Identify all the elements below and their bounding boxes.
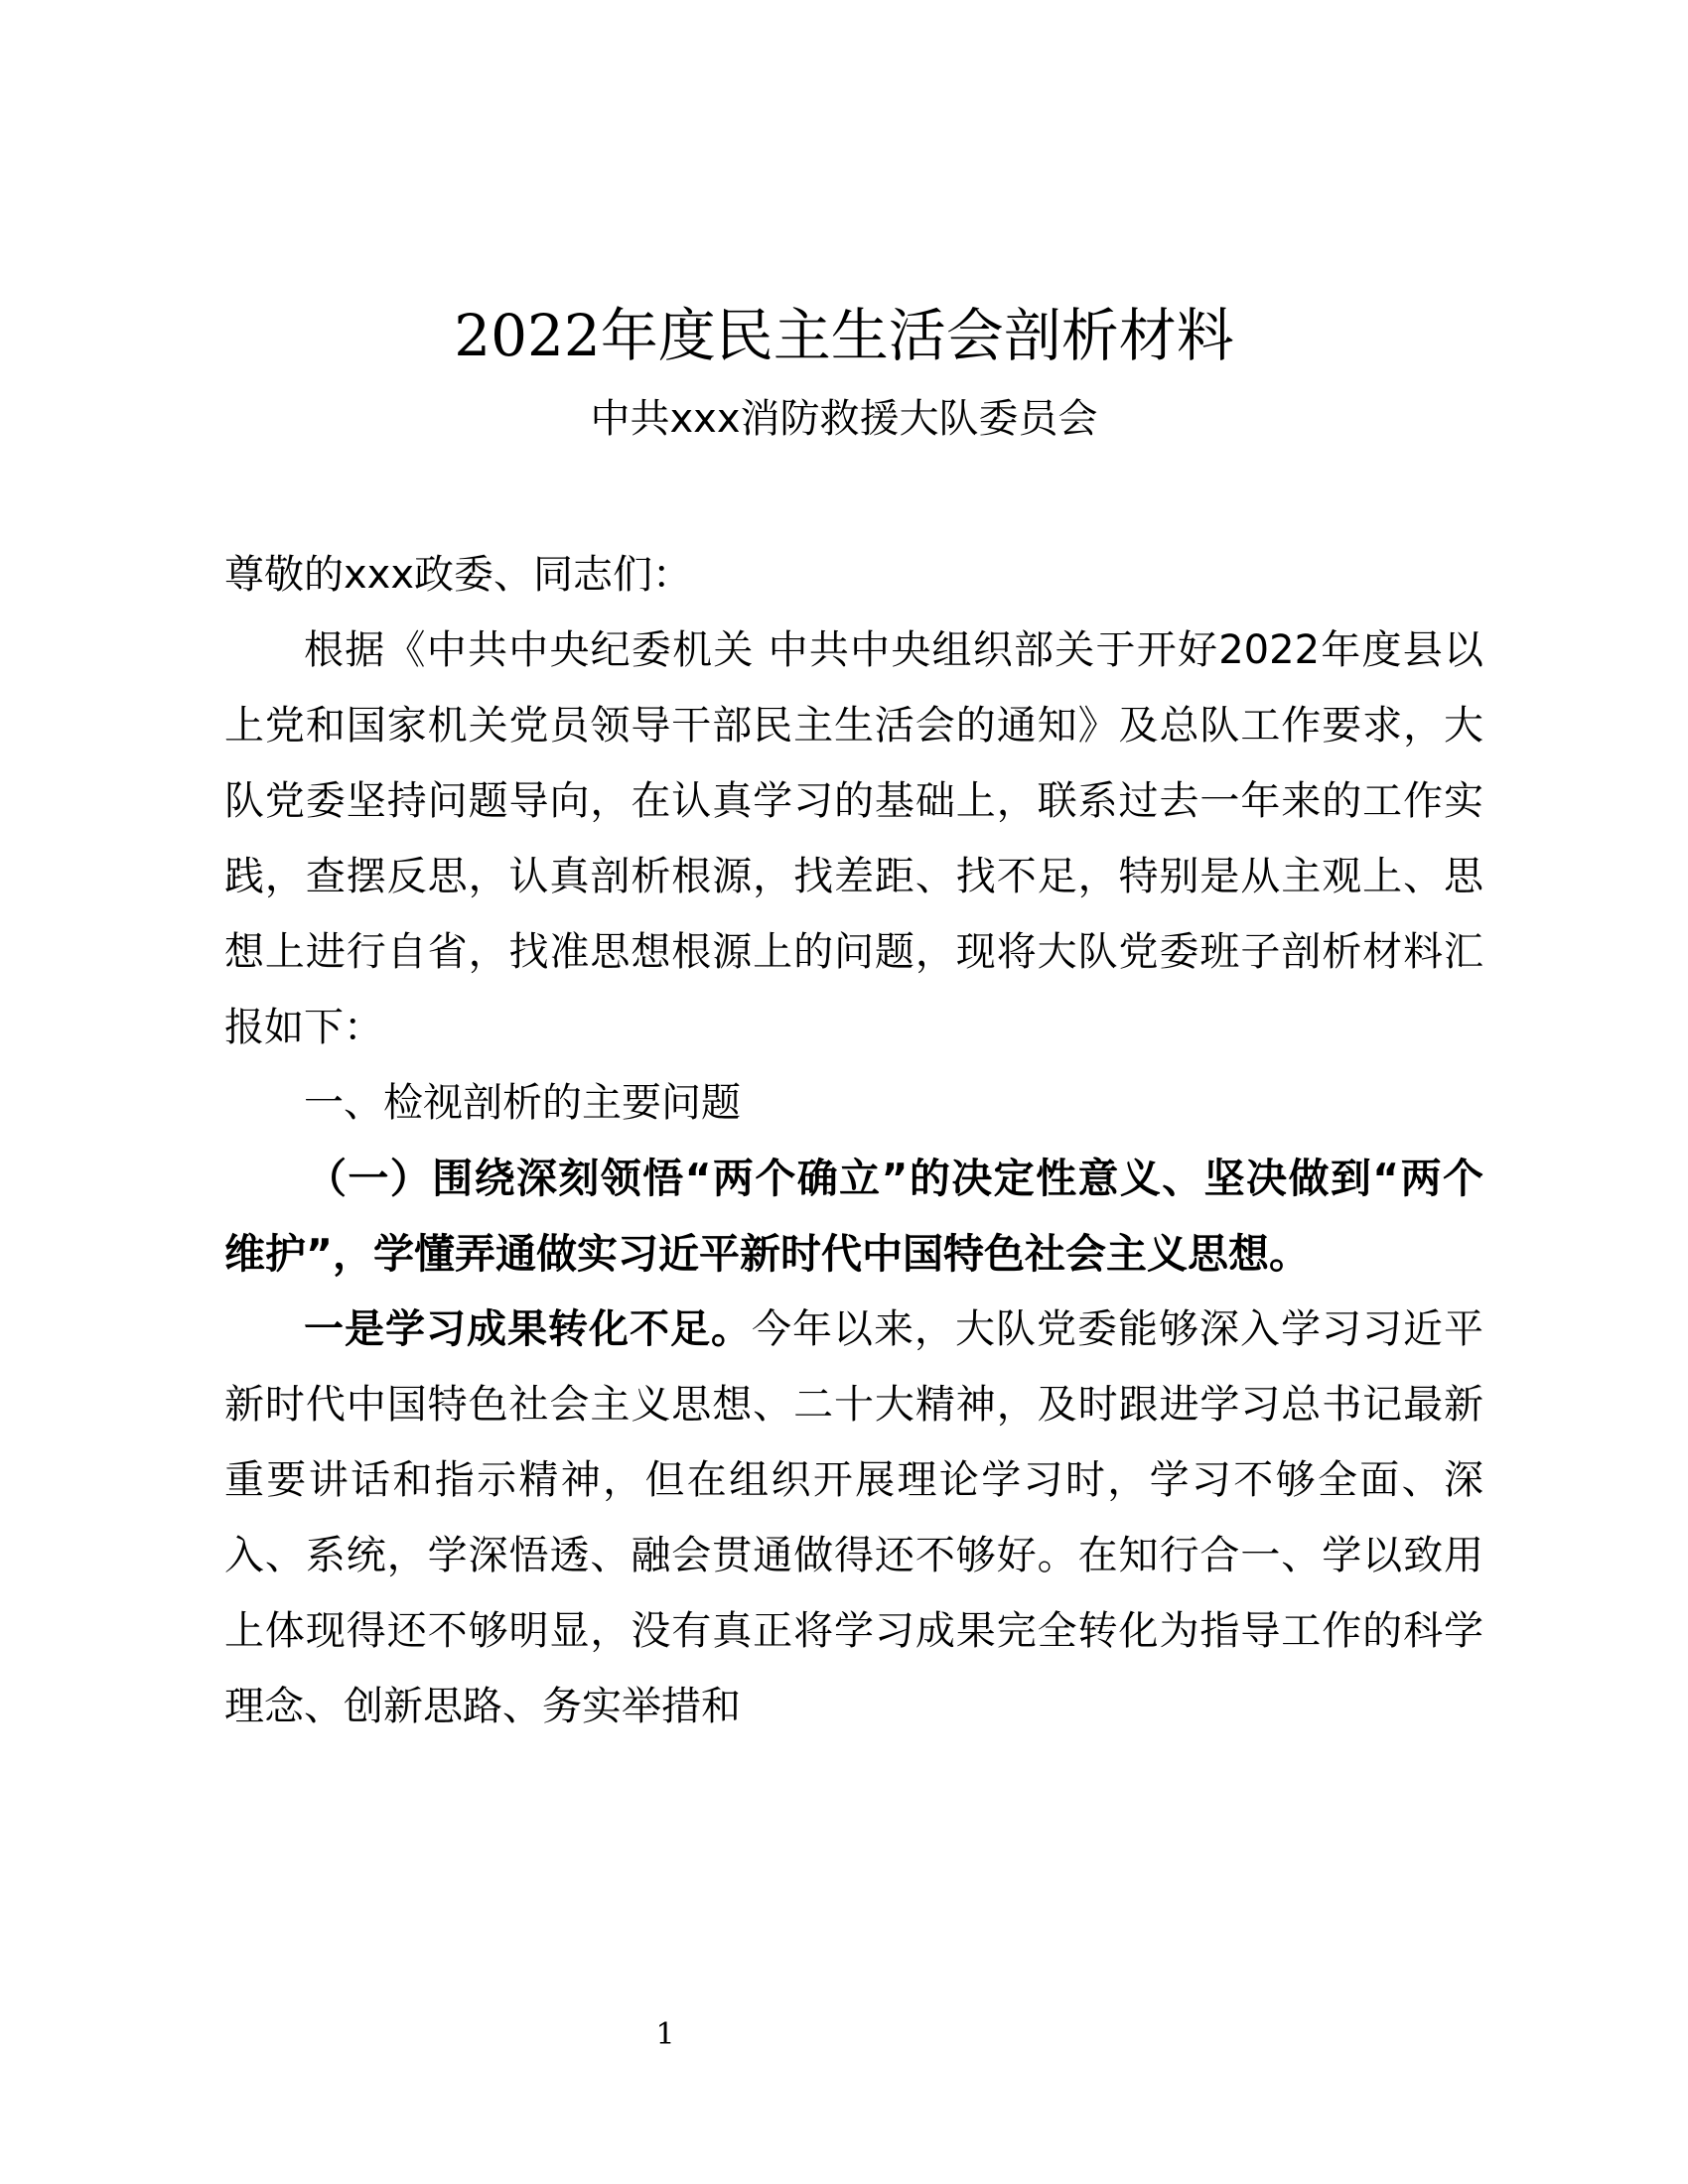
- document-subtitle: 中共xxx消防救援大队委员会: [590, 396, 1098, 442]
- intro-paragraph: 根据《中共中央纪委机关 中共中央组织部关于开好2022年度县以上党和国家机关党员领导干部民主生活会的通知》及总队工作要求，大队党委坚持问题导向，在认真学习的基础上，联系过去一年来的工作实践，查摆反思，认真剖析根源，找差距、找不足，特别是从主观上、思想上进行自省，找准思想根源上的问题，现将大队党委班子剖析材料汇报如下：: [224, 627, 1483, 1050]
- subsection-heading: （一）围绕深刻领悟“两个确立”的决定性意义、坚决做到“两个维护”，学懂弄通做实习近平新时代中国特色社会主义思想。: [224, 1155, 1483, 1278]
- point-paragraph: [224, 1292, 1483, 1744]
- point-lead: 一是学习成果转化不足。: [304, 1306, 752, 1352]
- document-title: 2022年度民主生活会剖析材料: [454, 302, 1234, 369]
- page-number: 1: [655, 2017, 675, 2052]
- document-body: [224, 537, 1483, 1744]
- point-text: 今年以来，大队党委能够深入学习习近平新时代中国特色社会主义思想、二十大精神，及时跟进学习总书记最新重要讲话和指示精神，但在组织开展理论学习时，学习不够全面、深入、系统，学深悟透、融会贯通做得还不够好。在知行合一、学以致用上体现得还不够明显，没有真正将学习成果完全转化为指导工作的科学理念、创新思路、务实举措和: [224, 1306, 1483, 1729]
- section-heading: 一、检视剖析的主要问题: [304, 1080, 741, 1126]
- salutation: 尊敬的xxx政委、同志们：: [224, 552, 693, 598]
